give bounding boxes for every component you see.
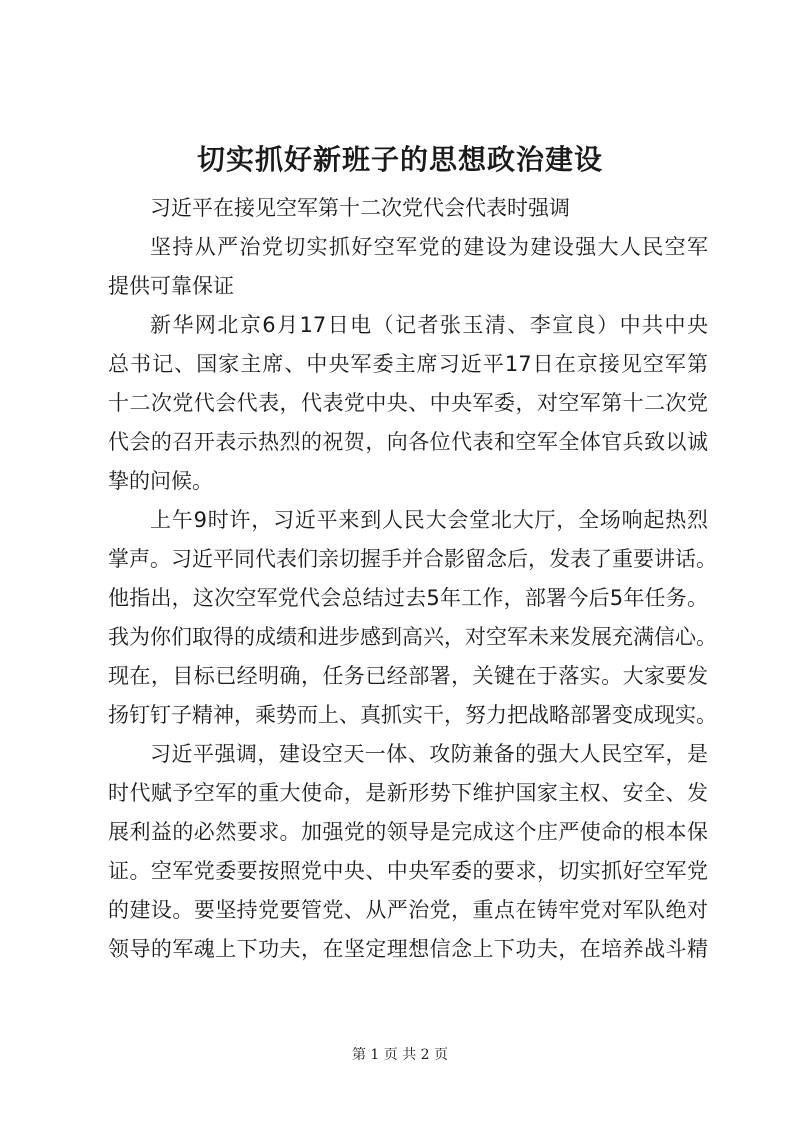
paragraph-line: 总书记、国家主席、中央军委主席习近平17日在京接见空军第 (108, 352, 708, 376)
paragraph-line: 时代赋予空军的重大使命，是新形势下维护国家主权、安全、发 (108, 781, 708, 805)
document-title: 切实抓好新班子的思想政治建设 (196, 143, 603, 176)
paragraph-line: 现在，目标已经明确，任务已经部署，关键在于落实。大家要发 (108, 664, 708, 688)
paragraph (108, 735, 708, 969)
document-body (108, 189, 717, 969)
paragraph (108, 189, 708, 228)
paragraph-line: 上午9时许，习近平来到人民大会堂北大厅，全场响起热烈 (150, 508, 708, 532)
paragraph-line: 新华网北京6月17日电（记者张玉清、李宣良）中共中央 (150, 313, 708, 337)
paragraph-line: 领导的军魂上下功夫，在坚定理想信念上下功夫，在培养战斗精 (108, 937, 708, 961)
paragraph-line: 挚的问候。 (108, 469, 213, 493)
paragraph (108, 306, 708, 501)
paragraph-line: 坚持从严治党切实抓好空军党的建设为建设强大人民空军 (150, 235, 708, 259)
paragraph-line: 习近平强调，建设空天一体、攻防兼备的强大人民空军，是 (150, 742, 708, 766)
paragraph-line: 扬钉钉子精神，乘势而上、真抓实干，努力把战略部署变成现实。 (108, 703, 717, 727)
paragraph-line: 的建设。要坚持党要管党、从严治党，重点在铸牢党对军队绝对 (108, 898, 708, 922)
paragraph-line: 他指出，这次空军党代会总结过去5年工作，部署今后5年任务。 (108, 586, 708, 610)
paragraph (108, 501, 717, 735)
paragraph-line: 证。空军党委要按照党中央、中央军委的要求，切实抓好空军党 (108, 859, 708, 883)
paragraph-line: 我为你们取得的成绩和进步感到高兴，对空军未来发展充满信心。 (108, 625, 717, 649)
paragraph-line: 提供可靠保证 (108, 274, 234, 298)
paragraph-line: 习近平在接见空军第十二次党代会代表时强调 (150, 196, 570, 220)
paragraph-line: 代会的召开表示热烈的祝贺，向各位代表和空军全体官兵致以诚 (108, 430, 708, 454)
page-number-footer: 第 1 页 共 2 页 (351, 1047, 449, 1063)
paragraph (108, 228, 708, 306)
paragraph-line: 十二次党代会代表，代表党中央、中央军委，对空军第十二次党 (108, 391, 708, 415)
paragraph-line: 掌声。习近平同代表们亲切握手并合影留念后，发表了重要讲话。 (108, 547, 717, 571)
paragraph-line: 展利益的必然要求。加强党的领导是完成这个庄严使命的根本保 (108, 820, 708, 844)
